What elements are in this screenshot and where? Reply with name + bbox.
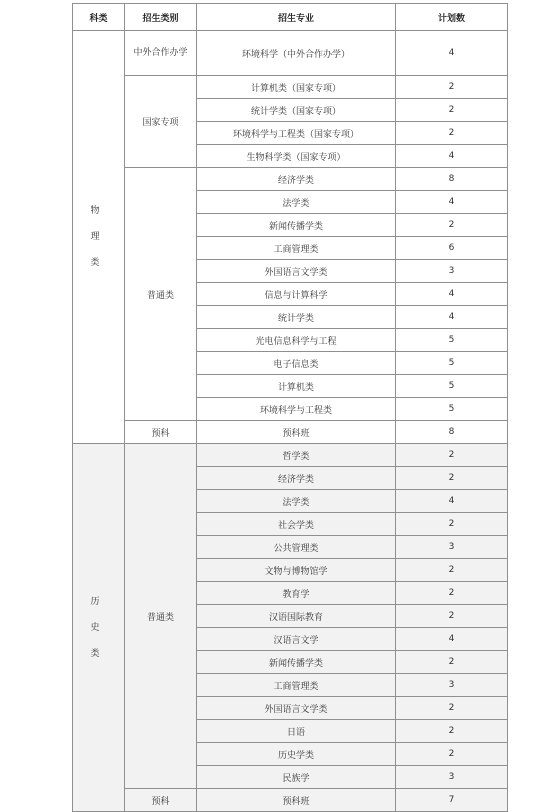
major-cell: 法学类 <box>197 191 396 214</box>
header-major: 招生专业 <box>197 4 396 31</box>
major-cell: 计算机类（国家专项） <box>197 76 396 99</box>
major-cell: 民族学 <box>197 766 396 789</box>
count-cell: 8 <box>396 168 508 191</box>
major-cell: 统计学类（国家专项） <box>197 99 396 122</box>
major-cell: 汉语国际教育 <box>197 605 396 628</box>
count-cell: 2 <box>396 720 508 743</box>
major-cell: 计算机类 <box>197 375 396 398</box>
subject-cell-physics <box>73 31 125 444</box>
major-cell: 历史学类 <box>197 743 396 766</box>
major-cell: 文物与博物馆学 <box>197 559 396 582</box>
table-row <box>73 789 508 812</box>
table-header-row <box>73 4 508 31</box>
subject-label: 历史类 <box>90 596 100 659</box>
major-cell: 预科班 <box>197 789 396 812</box>
major-cell: 法学类 <box>197 490 396 513</box>
table-row <box>73 444 508 467</box>
header-subject: 科类 <box>73 4 125 31</box>
count-cell: 2 <box>396 99 508 122</box>
count-cell: 2 <box>396 444 508 467</box>
major-cell: 新闻传播学类 <box>197 651 396 674</box>
count-cell: 3 <box>396 260 508 283</box>
count-cell: 5 <box>396 352 508 375</box>
major-cell: 环境科学与工程类 <box>197 398 396 421</box>
table-row <box>73 76 508 99</box>
count-cell: 2 <box>396 697 508 720</box>
count-cell: 2 <box>396 651 508 674</box>
major-cell: 教育学 <box>197 582 396 605</box>
count-cell: 5 <box>396 375 508 398</box>
count-cell: 4 <box>396 191 508 214</box>
count-cell: 2 <box>396 559 508 582</box>
category-cell-general: 普通类 <box>125 168 197 421</box>
count-cell: 4 <box>396 283 508 306</box>
major-cell: 公共管理类 <box>197 536 396 559</box>
major-cell: 工商管理类 <box>197 237 396 260</box>
major-cell: 日语 <box>197 720 396 743</box>
count-cell: 2 <box>396 513 508 536</box>
major-cell: 经济学类 <box>197 467 396 490</box>
major-cell: 外国语言文学类 <box>197 697 396 720</box>
count-cell: 4 <box>396 490 508 513</box>
table-row <box>73 168 508 191</box>
major-cell: 光电信息科学与工程 <box>197 329 396 352</box>
major-cell: 电子信息类 <box>197 352 396 375</box>
count-cell: 2 <box>396 605 508 628</box>
major-cell: 社会学类 <box>197 513 396 536</box>
count-cell: 8 <box>396 421 508 444</box>
count-cell: 7 <box>396 789 508 812</box>
table-row <box>73 421 508 444</box>
category-cell-national: 国家专项 <box>125 76 197 168</box>
category-cell-sino-foreign <box>125 31 197 76</box>
count-cell: 2 <box>396 76 508 99</box>
major-cell: 环境科学（中外合作办学） <box>197 31 396 76</box>
count-cell: 2 <box>396 582 508 605</box>
major-cell: 哲学类 <box>197 444 396 467</box>
major-cell: 信息与计算科学 <box>197 283 396 306</box>
enrollment-plan-table <box>72 3 508 812</box>
count-cell: 3 <box>396 766 508 789</box>
major-cell: 统计学类 <box>197 306 396 329</box>
count-cell: 4 <box>396 628 508 651</box>
table-row <box>73 31 508 76</box>
count-cell: 3 <box>396 674 508 697</box>
category-label: 中外合作办学 <box>133 48 188 58</box>
count-cell: 2 <box>396 467 508 490</box>
count-cell: 6 <box>396 237 508 260</box>
count-cell: 2 <box>396 743 508 766</box>
major-cell: 预科班 <box>197 421 396 444</box>
major-cell: 新闻传播学类 <box>197 214 396 237</box>
count-cell: 3 <box>396 536 508 559</box>
category-cell-prep: 预科 <box>125 421 197 444</box>
major-cell: 汉语言文学 <box>197 628 396 651</box>
major-cell: 经济学类 <box>197 168 396 191</box>
header-count: 计划数 <box>396 4 508 31</box>
header-category: 招生类别 <box>125 4 197 31</box>
major-cell: 工商管理类 <box>197 674 396 697</box>
category-cell-prep: 预科 <box>125 789 197 812</box>
major-cell: 生物科学类（国家专项） <box>197 145 396 168</box>
count-cell: 5 <box>396 329 508 352</box>
count-cell: 2 <box>396 214 508 237</box>
major-cell: 外国语言文学类 <box>197 260 396 283</box>
count-cell: 4 <box>396 31 508 76</box>
count-cell: 2 <box>396 122 508 145</box>
count-cell: 4 <box>396 145 508 168</box>
count-cell: 5 <box>396 398 508 421</box>
subject-cell-history <box>73 444 125 812</box>
count-cell: 4 <box>396 306 508 329</box>
subject-label: 物理类 <box>90 206 100 268</box>
category-cell-general: 普通类 <box>125 444 197 789</box>
major-cell: 环境科学与工程类（国家专项） <box>197 122 396 145</box>
